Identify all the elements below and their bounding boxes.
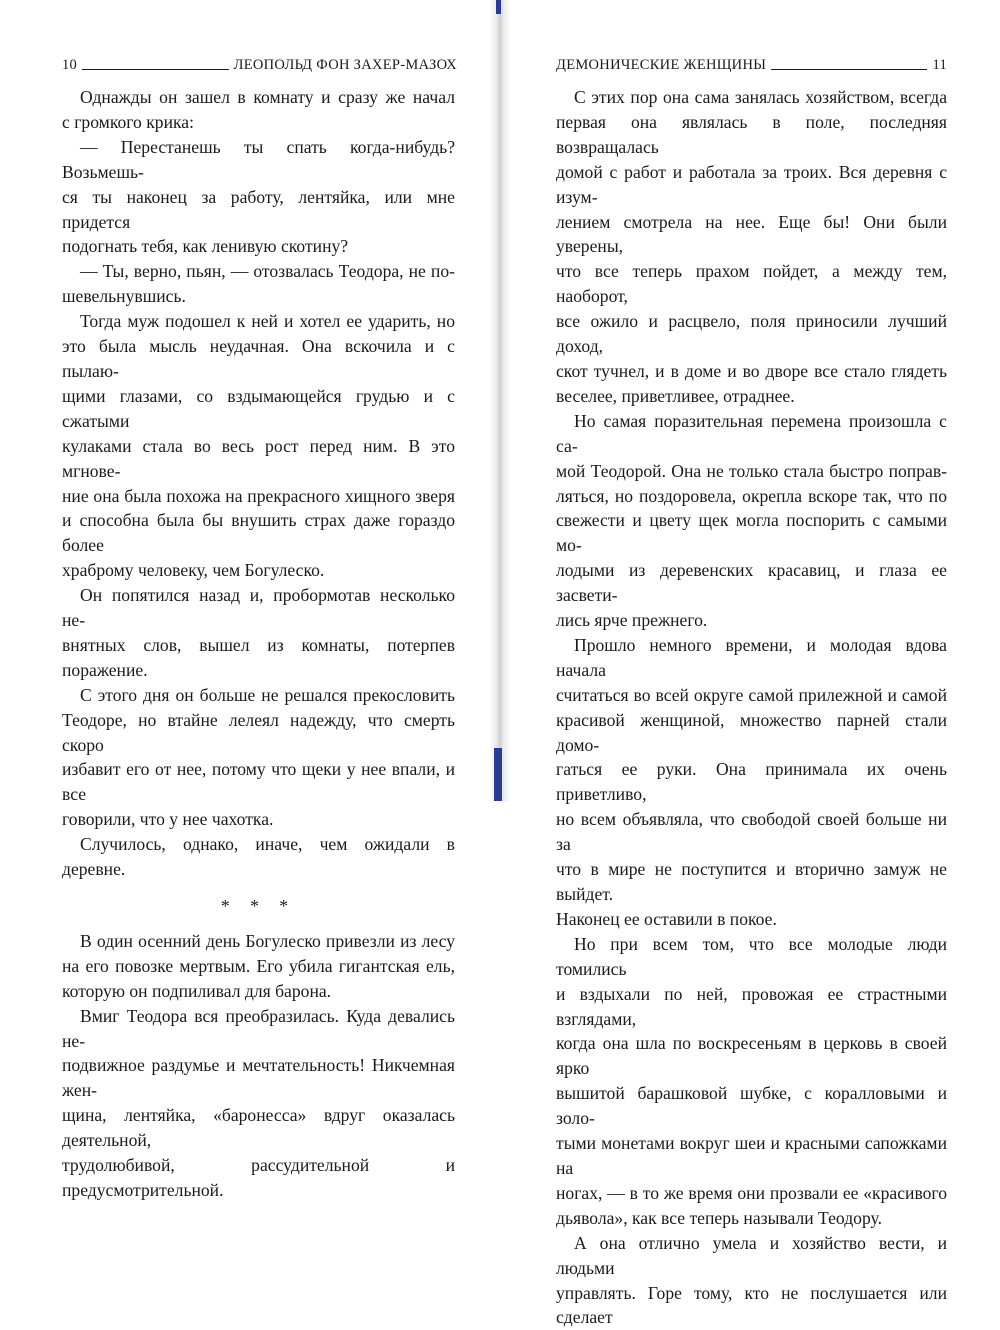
text-line: все ожило и расцвело, поля приносили лучший доход, [556, 309, 947, 359]
left-page [62, 0, 455, 801]
text-line: — Перестанешь ты спать когда-нибудь? Возьмешь- [62, 135, 455, 185]
text-line: Случилось, однако, иначе, чем ожидали в деревне. [62, 832, 455, 882]
text-line: дьявола», как все теперь называли Теодору. [556, 1206, 947, 1231]
text-line: шевельнувшись. [62, 284, 455, 309]
text-line: веселее, приветливее, отраднее. [556, 384, 947, 409]
book-gutter [489, 0, 511, 801]
text-line: что все теперь прахом пойдет, а между тем, наоборот, [556, 259, 947, 309]
text-line: щими глазами, со вздымающейся грудью и с сжатыми [62, 384, 455, 434]
text-line: считаться во всей округе самой прилежной и самой [556, 683, 947, 708]
text-line: вышитой барашковой шубке, с коралловыми и золо- [556, 1081, 947, 1131]
text-line: лением смотрела на нее. Еще бы! Они были уверены, [556, 210, 947, 260]
text-line: — Ты, верно, пьян, — отозвалась Теодора, не по- [62, 259, 455, 284]
text-line: Теодоре, но втайне лелеял надежду, что смерть скоро [62, 708, 455, 758]
text-line: мой Теодорой. Она не только стала быстро поправ- [556, 459, 947, 484]
text-line: говорили, что у нее чахотка. [62, 807, 455, 832]
text-line: Вмиг Теодора вся преобразилась. Куда девались не- [62, 1004, 455, 1054]
text-line: и способна была бы внушить страх даже гораздо более [62, 508, 455, 558]
text-line: С этих пор она сама занялась хозяйством, всегда [556, 85, 947, 110]
text-line: внятных слов, вышел из комнаты, потерпев поражение. [62, 633, 455, 683]
right-running-title: ДЕМОНИЧЕСКИЕ ЖЕНЩИНЫ [556, 57, 766, 74]
text-line: Но при всем том, что все молодые люди томились [556, 932, 947, 982]
text-line: избавит его от нее, потому что щеки у нее впали, и все [62, 757, 455, 807]
text-line: ние она была похожа на прекрасного хищного зверя [62, 484, 455, 509]
section-separator: * * * [62, 894, 455, 919]
text-line: управлять. Горе тому, кто не послушается или сделает [556, 1281, 947, 1330]
text-line: это была мысль неудачная. Она вскочила и с пылаю- [62, 334, 455, 384]
text-line: трудолюбивой, рассудительной и предусмотрительной. [62, 1153, 455, 1203]
left-page-number: 10 [62, 57, 77, 74]
left-running-title: ЛЕОПОЛЬД ФОН ЗАХЕР-МАЗОХ [234, 57, 457, 74]
text-line: ляться, но поздоровела, окрепла вскоре так, что по [556, 484, 947, 509]
text-line: гаться ее руки. Она принимала их очень приветливо, [556, 757, 947, 807]
header-rule [82, 69, 228, 70]
left-running-head [62, 54, 455, 74]
text-line: кулаками стала во весь рост перед ним. В это мгнове- [62, 434, 455, 484]
text-line: ногах, — в то же время они прозвали ее «красивого [556, 1181, 947, 1206]
text-line: В один осенний день Богулеско привезли из лесу [62, 929, 455, 954]
text-line: лодыми из деревенских красавиц, и глаза ее засвети- [556, 558, 947, 608]
text-line: когда она шла по воскресеньям в церковь в своей ярко [556, 1031, 947, 1081]
text-line: с громкого крика: [62, 110, 455, 135]
text-line: храброму человеку, чем Богулеско. [62, 558, 455, 583]
text-line: лись ярче прежнего. [556, 608, 947, 633]
text-line: С этого дня он больше не решался прекословить [62, 683, 455, 708]
text-line: и вздыхали по ней, провожая ее страстными взглядами, [556, 982, 947, 1032]
right-page [556, 0, 947, 801]
bookmark-ribbon-bottom [494, 748, 502, 801]
right-running-head [556, 54, 947, 74]
text-line: скот тучнел, и в доме и во дворе все стало глядеть [556, 359, 947, 384]
bookmark-ribbon-top [496, 0, 501, 14]
left-page-text [62, 85, 455, 1203]
right-page-number: 11 [932, 57, 947, 74]
text-line: что в мире не поступится и вторично замуж не выйдет. [556, 857, 947, 907]
text-line: Но самая поразительная перемена произошла с са- [556, 409, 947, 459]
text-line: подвижное раздумье и мечтательность! Никчемная жен- [62, 1053, 455, 1103]
text-line: Тогда муж подошел к ней и хотел ее ударить, но [62, 309, 455, 334]
text-line: А она отлично умела и хозяйство вести, и людьми [556, 1231, 947, 1281]
text-line: первая она являлась в поле, последняя возвращалась [556, 110, 947, 160]
text-line: которую он подпиливал для барона. [62, 979, 455, 1004]
text-line: красивой женщиной, множество парней стали домо- [556, 708, 947, 758]
text-line: Однажды он зашел в комнату и сразу же начал [62, 85, 455, 110]
header-rule [771, 69, 927, 70]
text-line: тыми монетами вокруг шеи и красными сапожками на [556, 1131, 947, 1181]
text-line: Прошло немного времени, и молодая вдова начала [556, 633, 947, 683]
text-line: ся ты наконец за работу, лентяйка, или мне придется [62, 185, 455, 235]
text-line: но всем объявляла, что свободой своей больше ни за [556, 807, 947, 857]
right-page-text [556, 85, 947, 1330]
text-line: Наконец ее оставили в покое. [556, 907, 947, 932]
text-line: на его повозке мертвым. Его убила гигантская ель, [62, 954, 455, 979]
text-line: домой с работ и работала за троих. Вся деревня с изум- [556, 160, 947, 210]
text-line: свежести и цвету щек могла поспорить с самыми мо- [556, 508, 947, 558]
text-line: подогнать тебя, как ленивую скотину? [62, 234, 455, 259]
text-line: Он попятился назад и, пробормотав несколько не- [62, 583, 455, 633]
text-line: щина, лентяйка, «баронесса» вдруг оказалась деятельной, [62, 1103, 455, 1153]
